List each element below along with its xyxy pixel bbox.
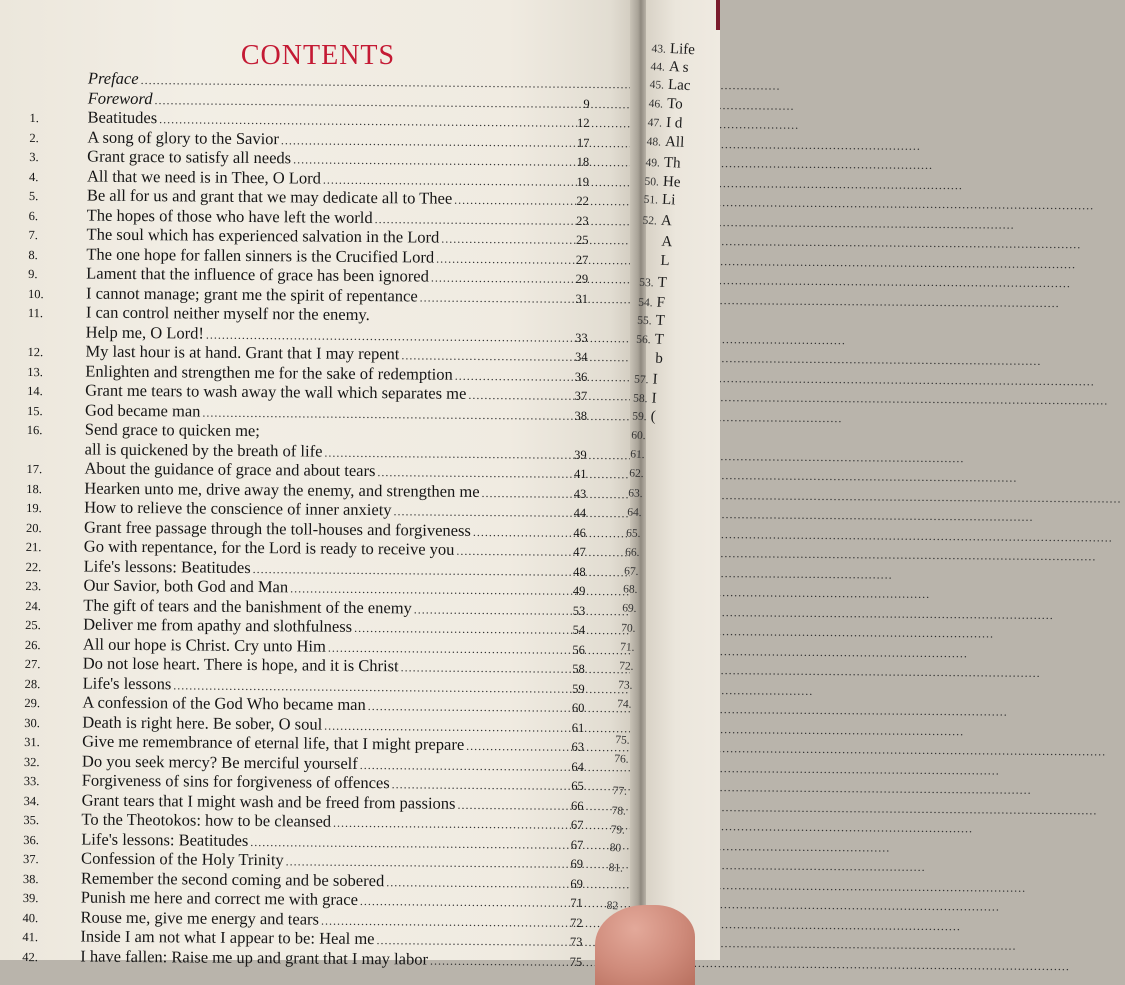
right-page-entry (618, 676, 637, 694)
toc-entry-title: Send grace to quicken me; (85, 420, 260, 441)
toc-entry-title: The soul which has experienced salvation in the Lord (86, 225, 439, 248)
right-page-entry-title (649, 427, 650, 443)
toc-entry-page: 27 (576, 250, 589, 270)
toc-entry-number: 38. (17, 869, 81, 889)
toc-entry-page: 34 (575, 348, 588, 368)
toc-entry-title: The hopes of those who have left the world (87, 205, 373, 227)
toc-entry-title: Grant tears that I might wash and be freed from passions (82, 790, 456, 813)
dot-leader (456, 542, 571, 563)
dot-leader (468, 386, 572, 406)
right-page-entry (623, 580, 642, 598)
toc-entry-page: 69 (570, 874, 583, 894)
toc-entry-number: 41. (16, 928, 80, 948)
right-page-entry-number: 68. (623, 583, 638, 596)
right-page-entry-number: 47. (647, 117, 662, 130)
right-page-entry-title: All (665, 134, 685, 151)
right-page-entry-title (645, 504, 646, 520)
toc-entry-number: 26. (19, 635, 83, 655)
toc-entry-page: 48 (573, 562, 586, 582)
dot-leader (457, 795, 569, 815)
right-page-entry-number: 64. (627, 506, 642, 519)
toc-entry-page: 60 (572, 699, 585, 719)
toc-entry-number: 18. (20, 479, 84, 499)
toc-entry-title: Death is right here. Be sober, O soul (82, 712, 322, 734)
dot-leader (466, 737, 570, 757)
right-page-entry (610, 821, 629, 839)
toc-entry-number: 9. (22, 265, 86, 285)
right-page-entry-number: 50. (644, 176, 659, 189)
right-page-entry-number: 59. (632, 410, 647, 423)
toc-entry-title: Rouse me, give me energy and tears (81, 907, 320, 929)
toc-entry-page: 44 (574, 504, 587, 524)
right-page-entry-number: 51. (643, 194, 658, 207)
right-page-entry-number (657, 237, 658, 249)
right-page-entry-title: A (661, 234, 673, 251)
right-page-entry-number: 55. (637, 315, 652, 328)
right-page-entry (634, 371, 658, 389)
dot-leader (455, 366, 573, 387)
toc-entry-page: 53 (573, 601, 586, 621)
toc-entry-page: 23 (576, 211, 589, 231)
right-page-entry (648, 95, 683, 114)
dot-leader (293, 150, 575, 172)
right-page-entry-number: 44. (650, 61, 665, 74)
right-page-entry (631, 426, 650, 444)
toc-entry-number: 34. (18, 791, 82, 811)
toc-entry-page: 12 (577, 114, 590, 134)
right-page-entry (615, 731, 634, 749)
toc-entry-page: 67 (571, 816, 584, 836)
dot-leader (481, 484, 571, 504)
right-page-entry-number: 60. (631, 429, 646, 442)
toc-entry-number: 17. (20, 460, 84, 480)
right-page-entry-number: 80 (609, 842, 621, 855)
toc-entry-page: 18 (577, 153, 590, 173)
toc-entry-number (24, 83, 88, 84)
right-page-entry (638, 294, 666, 312)
toc-entry-number: 32. (18, 752, 82, 772)
right-page-entry-title: L (660, 253, 670, 269)
toc-entry-number: 20. (20, 518, 84, 538)
right-page-entry-number (656, 256, 657, 268)
dot-leader (368, 697, 570, 718)
right-page-entry (612, 782, 631, 800)
toc-entry-page: 43 (574, 484, 587, 504)
right-page-entry-number: 53. (639, 277, 654, 290)
toc-entry-number: 19. (20, 499, 84, 519)
right-page-entry (625, 543, 644, 561)
right-page-entry-number: 67. (624, 565, 639, 578)
toc-entry-page: 58 (572, 660, 585, 680)
toc-entry-title: Inside I am not what I appear to be: Heal me (80, 927, 374, 949)
right-page-entry-title: He (663, 174, 681, 191)
right-page-entry-number: 72. (619, 660, 634, 673)
toc-entry-number: 29. (18, 694, 82, 714)
toc-entry-number: 4. (23, 167, 87, 187)
toc-entry-page: 63 (572, 738, 585, 758)
toc-entry-title: Our Savior, both God and Man (83, 576, 288, 597)
right-page-entry-title: A s (669, 59, 689, 76)
right-page-entry-number: 70. (621, 622, 636, 635)
right-page-entry (621, 619, 640, 637)
dot-leader (401, 658, 571, 679)
toc-entry-number: 5. (23, 187, 87, 207)
dot-leader (441, 230, 574, 251)
toc-entry-number: 6. (23, 206, 87, 226)
toc-entry-title: Hearken unto me, drive away the enemy, and strengthen me (84, 478, 479, 501)
toc-entry-number: 14. (21, 382, 85, 402)
toc-entry-title: Lament that the influence of grace has been ignored (86, 264, 429, 286)
right-page-entry-title (647, 465, 648, 481)
toc-entry-page: 33 (575, 328, 588, 348)
right-page-entry (620, 638, 639, 656)
toc-entry-number: 25. (19, 616, 83, 636)
right-page-entry-number: 46. (648, 98, 663, 111)
toc-entry-number (24, 102, 88, 103)
toc-entry-page: 47 (573, 543, 586, 563)
toc-entry-title: Foreword (88, 88, 153, 108)
toc-entry-number: 33. (18, 772, 82, 792)
right-page-entry-number: 71. (620, 641, 635, 654)
right-page-entry-number: 49. (645, 157, 660, 170)
toc-entry-title: The gift of tears and the banishment of the enemy (83, 595, 412, 617)
toc-entry-title: Punish me here and correct me with grace (81, 888, 358, 910)
right-page-entry-title: I (651, 390, 657, 406)
toc-entry-title: Grant me tears to wash away the wall which separates me (85, 381, 466, 404)
toc-entry-number: 10. (22, 284, 86, 304)
right-page-entry-number: 76. (614, 753, 629, 766)
toc-entry-number: 2. (23, 128, 87, 148)
right-page-entry-title: F (656, 295, 665, 311)
dot-leader (360, 755, 570, 776)
toc-entry-title: Deliver me from apathy and slothfulness (83, 615, 352, 637)
toc-entry-page: 73 (570, 933, 583, 953)
right-page-entry (642, 212, 672, 231)
toc-entry-title: Preface (88, 69, 139, 89)
toc-entry-page: 41 (574, 465, 587, 485)
toc-entry-number: 27. (19, 655, 83, 675)
toc-entry-number: 23. (19, 577, 83, 597)
toc-entry-number: 1. (23, 109, 87, 129)
toc-entry-title: God became man (85, 400, 201, 421)
right-page-entry (622, 599, 641, 617)
right-page-entry-title: I d (666, 115, 683, 132)
toc-entry-title: All that we need is in Thee, O Lord (87, 166, 321, 188)
toc-entry-title: Give me remembrance of eternal life, that I might prepare (82, 732, 464, 755)
dot-leader (436, 249, 574, 270)
toc-entry-title: Life's lessons: Beatitudes (81, 829, 248, 850)
right-page-entry (630, 445, 649, 463)
toc-entry-page: 38 (574, 406, 587, 426)
right-page-entry-number: 69. (622, 602, 637, 615)
dot-leader (281, 131, 575, 153)
toc-entry-title: I cannot manage; grant me the spirit of repentance (86, 283, 418, 305)
right-page-entry-title: Li (662, 192, 676, 209)
toc-entry-number: 30. (18, 713, 82, 733)
right-page-entry-number: 45. (649, 79, 664, 92)
right-page-entry-number: 78. (611, 805, 626, 818)
toc-entry-title: Do you seek mercy? Be merciful yourself (82, 751, 358, 773)
toc-entry-page: 36 (575, 367, 588, 387)
right-page-entry-number: 81. (608, 862, 623, 875)
toc-entry-page: 22 (576, 192, 589, 212)
right-page-entry (614, 750, 633, 768)
right-page-entry-number: 48. (646, 136, 661, 149)
right-page-entry (632, 407, 656, 425)
toc-entry-title: Beatitudes (87, 108, 157, 128)
toc-entry-number: 21. (20, 538, 84, 558)
toc-entry-number: 24. (19, 596, 83, 616)
right-page-entry-title: T (655, 313, 665, 329)
right-page-entry-title: I (652, 372, 658, 388)
right-page-entry-number: 82 (606, 900, 618, 913)
right-page-entry (651, 350, 663, 368)
toc-entry-page: 75 (570, 952, 583, 972)
toc-entry-number: 22. (20, 557, 84, 577)
toc-entry-page: 39 (574, 445, 587, 465)
right-page-entry (656, 253, 670, 271)
right-page-entry (608, 859, 627, 877)
toc-entry-page: 65 (571, 777, 584, 797)
right-page-entry-title: Lac (668, 77, 691, 94)
toc-entry-page: 66 (571, 796, 584, 816)
right-page-entry-number: 77. (612, 785, 627, 798)
toc-entry-title: Do not lose heart. There is hope, and it is Christ (83, 654, 399, 676)
right-page-entry (626, 524, 645, 542)
toc-entry-page: 37 (575, 387, 588, 407)
right-page-entry-title: T (654, 332, 664, 348)
right-page-entry (639, 274, 667, 292)
toc-entry-title: Be all for us and grant that we may dedicate all to Thee (87, 186, 452, 209)
right-page-entry (619, 657, 638, 675)
toc-entry-number: 12. (21, 343, 85, 363)
toc-entry-page: 19 (576, 172, 589, 192)
toc-entry-title: Life's lessons: Beatitudes (84, 556, 251, 577)
toc-entry-title: All our hope is Christ. Cry unto Him (83, 634, 326, 656)
right-page-entry (651, 40, 695, 59)
dot-leader (354, 619, 571, 640)
toc-entry-number: 36. (17, 830, 81, 850)
toc-entry-title: My last hour is at hand. Grant that I may repent (85, 342, 399, 364)
right-page-entry-title: A (661, 213, 673, 230)
toc-entry-number: 39. (17, 889, 81, 909)
toc-entry-number: 42. (16, 947, 80, 967)
toc-entry-title: Life's lessons (83, 673, 172, 693)
right-page-entry-title: Th (664, 155, 681, 172)
dot-leader (473, 522, 572, 542)
right-page-entry-title: T (657, 275, 667, 291)
toc-entry-page: 31 (575, 289, 588, 309)
dot-leader (430, 951, 568, 972)
right-page-entry-number: 66. (625, 546, 640, 559)
toc-entry-number: 15. (21, 401, 85, 421)
dot-leader (333, 814, 569, 836)
dot-leader (454, 191, 574, 212)
toc-entry-page: 69 (570, 855, 583, 875)
toc-entry-page: 54 (573, 621, 586, 641)
right-page-entry (617, 695, 636, 713)
right-page-entry-number: 75. (615, 734, 630, 747)
right-page-entry-title (648, 446, 649, 462)
toc-entry-page: 72 (570, 913, 583, 933)
right-page-entry-number: 56. (636, 334, 651, 347)
right-page-entry-number: 79. (610, 824, 625, 837)
toc-entry-number: 35. (17, 811, 81, 831)
toc-entry-number: 7. (22, 226, 86, 246)
dot-leader (431, 269, 574, 290)
right-page-entry-number: 62. (629, 467, 644, 480)
toc-entry-page: 9 (578, 94, 590, 114)
right-page-entry-number: 58. (633, 393, 648, 406)
right-page-entry-title (646, 485, 647, 501)
right-page-entry-title: ( (650, 408, 656, 424)
toc-entry-page: 71 (570, 894, 583, 914)
right-page-entry (649, 76, 691, 95)
toc-entry-number: 37. (17, 850, 81, 870)
right-page-entry (633, 390, 657, 408)
toc-entry-title: I have fallen: Raise me up and grant that I may labor (80, 946, 428, 969)
toc-entry-page: 29 (576, 270, 589, 290)
right-page-entry-number: 65. (626, 527, 641, 540)
dot-leader (360, 892, 568, 913)
toc-entry-page: 64 (571, 757, 584, 777)
right-page-entry-number: 73. (618, 679, 633, 692)
page-title: CONTENTS (0, 40, 636, 72)
toc-entry-page: 61 (572, 718, 585, 738)
right-page-entry (609, 839, 625, 857)
right-page-entry (629, 464, 648, 482)
right-page-entry (644, 173, 681, 192)
toc-entry-number: 13. (21, 362, 85, 382)
toc-entry-title: I can control neither myself nor the enemy. (86, 303, 370, 325)
right-page-entry (624, 562, 643, 580)
toc-entry-title: A confession of the God Who became man (82, 693, 365, 715)
right-page-entry-title: Life (670, 41, 696, 58)
right-page-entry-number: 61. (630, 448, 645, 461)
toc-entry-title: To the Theotokos: how to be cleansed (81, 810, 331, 832)
right-page-entry-number: 43. (651, 43, 666, 56)
right-page-entry-number: 74. (617, 698, 632, 711)
dot-leader (420, 288, 574, 309)
dot-leader (386, 873, 568, 894)
toc-entry-title: Go with repentance, for the Lord is ready to receive you (84, 537, 455, 560)
toc-entry-title: The one hope for fallen sinners is the Crucified Lord (86, 244, 434, 267)
toc-entry-page: 17 (577, 133, 590, 153)
right-page-entry (650, 58, 689, 77)
toc-entry-title: Forgiveness of sins for forgiveness of offences (82, 771, 390, 793)
toc-entry-page: 25 (576, 231, 589, 251)
right-page-entry (646, 133, 684, 152)
table-of-contents (16, 68, 590, 970)
toc-entry-number: 28. (19, 674, 83, 694)
toc-entry-page: 46 (573, 523, 586, 543)
right-page-entry-number: 52. (642, 215, 657, 228)
right-page-entry (645, 154, 681, 173)
toc-entry-page: 59 (572, 679, 585, 699)
right-page-entry (636, 331, 664, 349)
right-page-entry-number: 63. (628, 487, 643, 500)
toc-entry-title: Remember the second coming and be sobered (81, 868, 384, 890)
right-page-entry (611, 802, 630, 820)
toc-entry-title: Grant grace to satisfy all needs (87, 147, 291, 168)
toc-entry-title: Enlighten and strengthen me for the sake of redemption (85, 361, 453, 384)
right-page-entry (627, 503, 646, 521)
right-page (646, 0, 720, 960)
right-page-entry-number: 54. (638, 297, 653, 310)
toc-entry-number: 3. (23, 148, 87, 168)
right-page-entry-number (651, 353, 652, 365)
toc-entry-number: 8. (22, 245, 86, 265)
toc-entry-page: 49 (573, 582, 586, 602)
right-page-entry (637, 312, 665, 330)
right-page-entry-number: 57. (634, 374, 649, 387)
right-page-entry-title: To (667, 96, 683, 113)
toc-entry-title: A song of glory to the Savior (87, 127, 279, 148)
toc-entry-title: About the guidance of grace and about tears (84, 459, 375, 481)
toc-entry-number: 11. (22, 304, 86, 324)
toc-entry-title: Grant free passage through the toll-houses and forgiveness (84, 517, 471, 540)
toc-entry-number: 40. (16, 908, 80, 928)
toc-entry-title: all is quickened by the breath of life (85, 439, 323, 461)
toc-entry-number: 31. (18, 733, 82, 753)
right-page-entry (643, 191, 676, 210)
cover-edge (716, 0, 720, 30)
right-page-entry (628, 484, 647, 502)
toc-entry-page: 67 (571, 835, 584, 855)
toc-entry-title: How to relieve the conscience of inner anxiety (84, 498, 392, 520)
right-page-entry (657, 234, 673, 252)
right-page-entry-title: b (655, 351, 663, 367)
dot-leader (414, 600, 571, 621)
toc-entry-page: 56 (572, 640, 585, 660)
toc-entry-title: Help me, O Lord! (86, 322, 204, 343)
right-page-entry (647, 114, 682, 133)
toc-entry-number: 16. (21, 421, 85, 441)
thumb (595, 905, 695, 985)
toc-entry-title: Confession of the Holy Trinity (81, 849, 284, 870)
